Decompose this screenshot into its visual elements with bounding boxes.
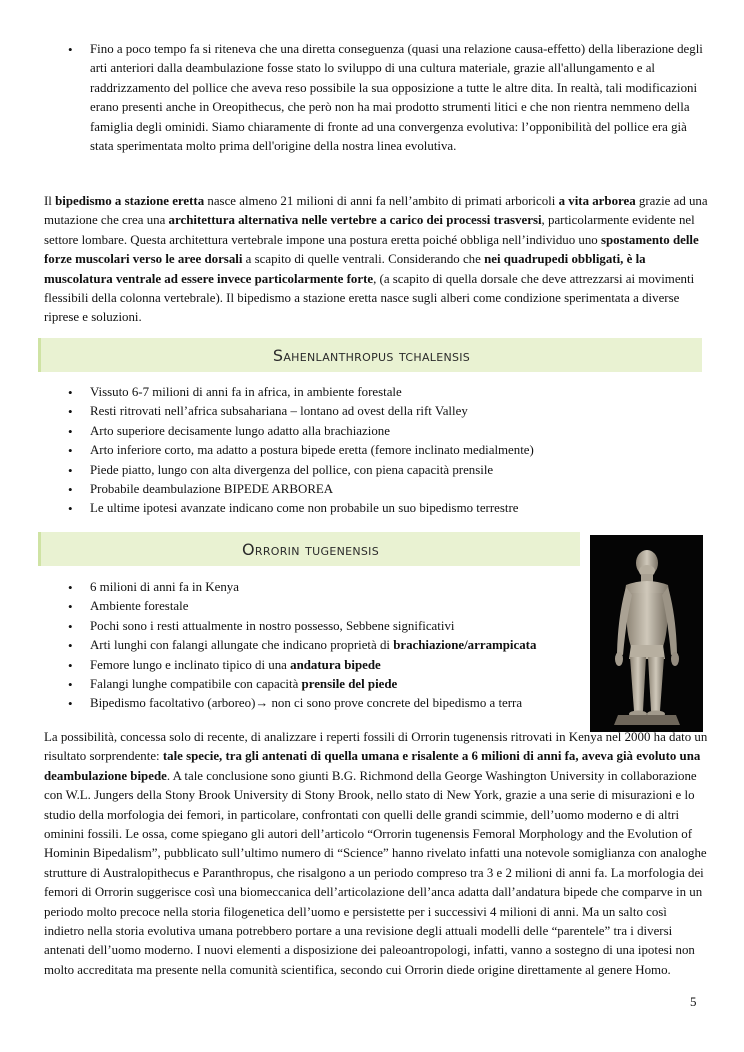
bold-text: a vita arborea <box>558 194 636 208</box>
bold-text: architettura alternativa nelle vertebre a carico dei processi trasversi <box>168 213 542 228</box>
text-run: Bipedismo facoltativo (arboreo)→ non ci sono prove concrete del bipedismo a terra <box>90 696 523 711</box>
paragraph-orrorin-study <box>44 728 708 980</box>
bold-text: spostamento delle forze muscolari verso le aree dorsali <box>44 232 699 267</box>
bold-text: prensile del piede <box>301 677 398 692</box>
text-run: Il <box>44 194 56 208</box>
text-run: Femore lungo e inclinato tipico di una <box>90 657 291 672</box>
list-item <box>44 656 584 675</box>
bold-text: brachiazione/arrampicata <box>393 638 537 653</box>
list-item <box>44 617 584 636</box>
text-run: Fino a poco tempo fa si riteneva che una diretta conseguenza (quasi una relazione causa-effetto) della liberazione degli arti anteriori dalla deambulazione fosse stato lo sviluppo di una cultura materiale, grazie all'allungamento e al raddrizzamento del pollice che aveva reso possibile la sua opposizione a tutte le altre dita. In realtà, tali modificazioni erano presenti anche in Oreopithecus, che però non ha mai prodotto strumenti litici e che non rientra nemmeno della famiglia degli ominidi. Siamo chiaramente di fronte ad una convergenza evolutiva: l’opponibilità del pollice era già stata sperimentata molto prima dell'origine della nostra linea evolutiva. <box>90 42 703 154</box>
list-item <box>44 441 704 460</box>
list-item <box>44 578 584 597</box>
list-item <box>44 499 704 518</box>
section-header-orrorin <box>38 532 580 566</box>
list-item <box>44 402 704 421</box>
list-item <box>44 694 584 713</box>
orrorin-reconstruction-photo <box>590 535 703 732</box>
text-run: Pochi sono i resti attualmente in nostro possesso, Sebbene significativi <box>90 618 455 633</box>
bold-text: bipedismo a stazione eretta <box>55 194 205 208</box>
paragraph-bipedalism <box>44 192 708 328</box>
text-run: grazie ad una mutazione che crea una <box>44 194 708 228</box>
text-run: Le ultime ipotesi avanzate indicano come non probabile un suo bipedismo terrestre <box>90 501 519 516</box>
list-item <box>44 422 704 441</box>
list-item <box>44 383 704 402</box>
hominin-statue-figure <box>590 535 703 732</box>
text-run: Arto superiore decisamente lungo adatto alla brachiazione <box>90 423 390 438</box>
text-run: Vissuto 6-7 milioni di anni fa in africa, in ambiente forestale <box>90 385 402 399</box>
text-run: Resti ritrovati nell’africa subsahariana – lontano ad ovest della rift Valley <box>90 404 468 419</box>
section-title: Sahenlanthropus tchalensis <box>272 346 471 365</box>
text-run: La possibilità, concessa solo di recente, di analizzare i reperti fossili di Orrorin tugenensis ritrovati in Kenya nel 2000 ha dato un risultato sorprendente: <box>44 730 708 764</box>
text-run: . A tale conclusione sono giunti B.G. Richmond della George Washington University in collaborazione con W.L. Jungers della Stony Brook University di Stony Brook, nello stato di New York, grazie a una serie di misurazioni e lo studio della morfologia dei femori, in particolare, confrontati con quelli delle grandi scimmie, dell’uomo moderno e di altri ominini fossili. Le ossa, come spiegano gli autori dell’articolo “Orrorin tugenensis Femoral Morphology and the Evolution of Hominin Bipedalism”, pubblicato sull’ultimo numero di “Science” hanno rivelato infatti una notevole somiglianza con analoghe strutture di Australopithecus e Paranthropus, che risalgono a un periodo compreso tra 3 e 2 milioni di anni fa. La morfologia dei femori di Orrorin suggerisce così una biomeccanica dell’articolazione dell’anca adatta dall’andatura bipede che comparve in un periodo molto precoce nella storia filogenetica dell’uomo e persistette per i successivi 4 milioni di anni. Ma un salto così indietro nella storia evolutiva umana potrebbero portare a una revisione degli attuali modelli delle “parentele” tra i diversi antenati dell’uomo moderno. I nuovi elementi a disposizione dei paleoantropologi, infatti, vanno a sostegno di una ipotesi non molto accreditata ma presente nella comunità scientifica, secondo cui Orrorin diede origine direttamente al genere Homo. <box>44 768 707 977</box>
text-run: Piede piatto, lungo con alta divergenza del pollice, con piena capacità prensile <box>90 462 494 477</box>
list-item <box>44 480 704 499</box>
list-item <box>44 461 704 480</box>
text-run: , particolarmente evidente nel settore lombare. Questa architettura vertebrale impone una postura eretta poiché obbliga nell’individuo uno <box>44 213 695 247</box>
text-run: nasce almeno 21 milioni di anni fa nell’ambito di primati arboricoli <box>204 194 559 208</box>
section-header-sahelanthropus <box>38 338 702 372</box>
sahelanthropus-bullet-list <box>44 383 704 519</box>
section-title: Orrorin tugenensis <box>241 540 379 559</box>
text-run: Ambiente forestale <box>90 599 189 614</box>
text-run: Arto inferiore corto, ma adatto a postura bipede eretta (femore inclinato medialmente) <box>90 443 534 458</box>
text-run: Probabile deambulazione BIPEDE ARBOREA <box>90 482 334 497</box>
list-item <box>44 636 584 655</box>
text-run: , (a scapito di quella dorsale che deve attrezzarsi ai movimenti flessibili della colonna vertebrale). Il bipedismo a stazione eretta nasce sugli alberi come condizione sperimentata a diverse riprese e soluzioni. <box>44 271 695 325</box>
bold-text: tale specie, tra gli antenati di quella umana e risalente a 6 milioni di anni fa, aveva già evoluto una deambulazione bipede <box>44 749 701 783</box>
list-item <box>44 40 704 156</box>
bold-text: nei quadrupedi obbligati, è la muscolatura ventrale ad essere invece particolarmente forte <box>44 252 646 286</box>
list-item <box>44 675 584 694</box>
text-run: 6 milioni di anni fa in Kenya <box>90 580 239 594</box>
text-run: Arti lunghi con falangi allungate che indicano proprietà di <box>90 638 394 653</box>
text-run: Falangi lunghe compatibile con capacità <box>90 677 302 692</box>
bold-text: andatura bipede <box>290 657 381 672</box>
page-number: 5 <box>690 994 697 1009</box>
orrorin-bullet-list <box>44 578 584 714</box>
list-item <box>44 597 584 616</box>
text-run: a scapito di quelle ventrali. Considerando che <box>242 252 485 267</box>
intro-bullet-list <box>44 40 704 156</box>
